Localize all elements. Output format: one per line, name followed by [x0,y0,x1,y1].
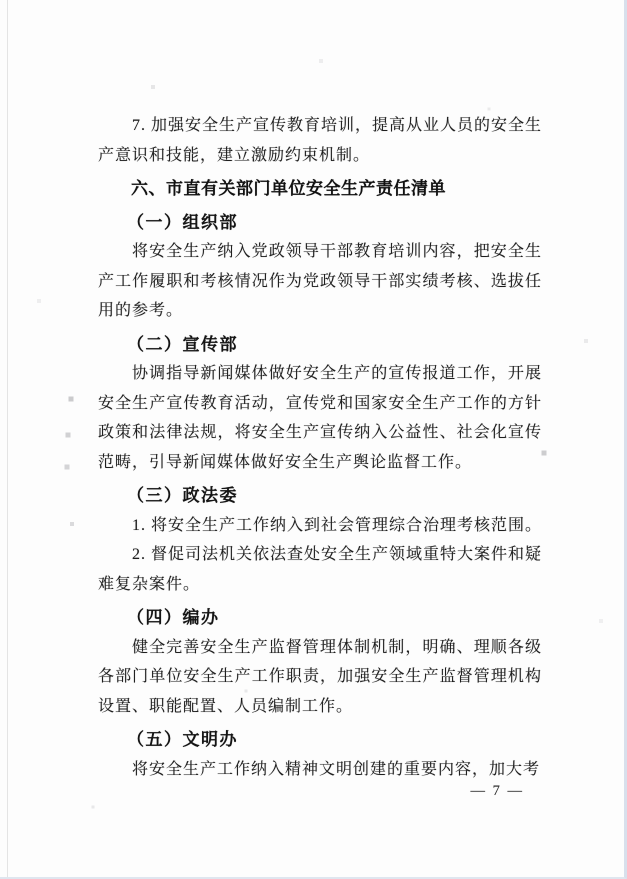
subsection-paragraph: 将安全生产纳入党政领导干部教育培训内容，把安全生产工作履职和考核情况作为党政领导干部实绩考核、选拔任用的参考。 [98,243,542,319]
subsection-heading-civilization-office: （五）文明办 [127,730,238,749]
subsection-paragraph: 协调指导新闻媒体做好安全生产的宣传报道工作，开展安全生产宣传教育活动，宣传党和国家安全生产工作的方针政策和法律法规，将安全生产宣传纳入公益性、社会化宣传范畴，引导新闻媒体做好安全生产舆论监督工作。 [98,365,542,471]
document-text-block [98,111,542,784]
section-heading: 六、市直有关部门单位安全生产责任清单 [131,179,446,198]
subsection-paragraph: 1. 将安全生产工作纳入到社会管理综合治理考核范围。 [132,516,543,534]
subsection-heading-politics-law-committee: （三）政法委 [127,486,238,505]
page-number: — 7 — [470,783,524,799]
scan-noise [0,0,2,2]
subsection-heading-propaganda-dept: （二）宣传部 [127,334,238,354]
subsection-paragraph: 2. 督促司法机关依法查处安全生产领域重特大案件和疑难复杂案件。 [98,546,543,593]
subsection-paragraph: 将安全生产工作纳入精神文明创建的重要内容，加大考 [132,760,541,778]
subsection-heading-establishment-office: （四）编办 [127,608,220,627]
paragraph-item-7: 7. 加强安全生产宣传教育培训，提高从业人员的安全生产意识和技能，建立激励约束机制。 [98,117,543,164]
subsection-paragraph: 健全完善安全生产监督管理体制机制，明确、理顺各级各部门单位安全生产工作职责，加强安全生产监督管理机构设置、职能配置、人员编制工作。 [98,638,542,715]
subsection-heading-organization-dept: （一）组织部 [127,212,238,232]
